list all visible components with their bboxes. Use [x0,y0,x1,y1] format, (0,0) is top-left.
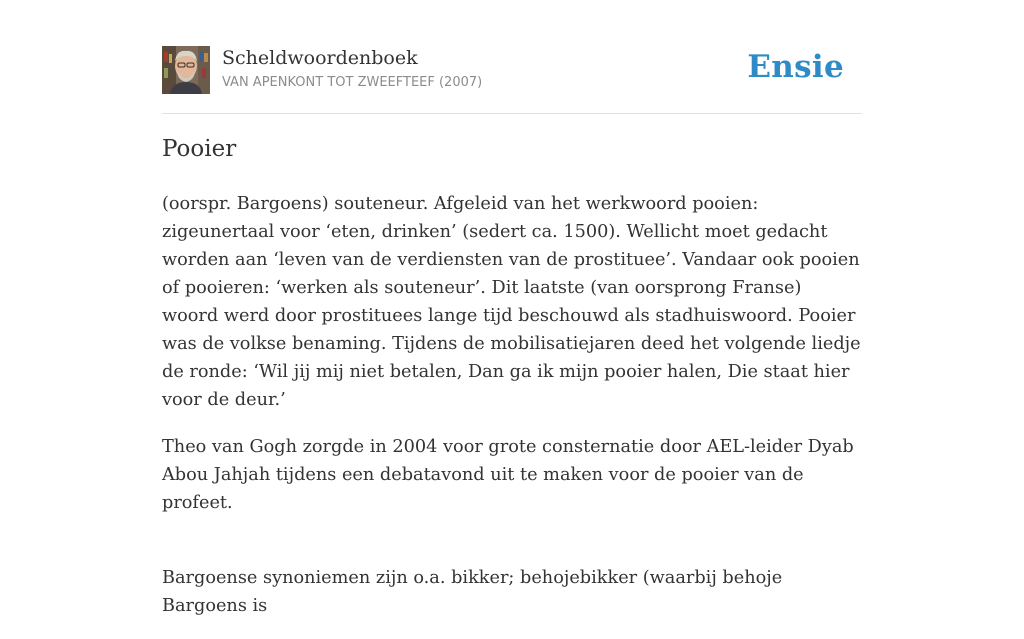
book-title[interactable]: Scheldwoordenboek [222,47,418,69]
entry-title: Pooier [162,136,237,162]
author-portrait-icon [162,46,210,94]
book-subtitle: VAN APENKONT TOT ZWEEFTEEF (2007) [222,75,483,90]
entry-paragraph: (oorspr. Bargoens) souteneur. Afgeleid van het werkwoord pooien: zigeunertaal voor ‘eten, drinken’ (sedert ca. 1500). Wellicht moet gedacht worden aan ‘leven van de verdiensten van de prostituee’. Vandaar ook pooien of pooieren: ‘werken als souteneur’. Dit laatste (van oorsprong Franse) woord werd door prostituees lange tijd beschouwd als stadhuiswoord. Pooier was de volkse benaming. Tijdens de mobilisatiejaren deed het volgende liedje de ronde: ‘Wil jij mij niet betalen, Dan ga ik mijn pooier halen, Die staat hier voor de deur.’ [162,194,861,410]
entry-paragraph: Bargoense synoniemen zijn o.a. bikker; behojebikker (waarbij behoje Bargoens is [162,568,783,616]
entry-paragraph: Theo van Gogh zorgde in 2004 voor grote consternatie door AEL-leider Dyab Abou Jahjah tijdens een debatavond uit te maken voor de pooier van de profeet. [162,437,854,513]
entry-body [162,190,862,639]
header-divider [162,113,862,114]
book-header [162,46,862,96]
author-avatar[interactable] [162,46,210,94]
brand-logo[interactable]: Ensie [747,49,844,85]
